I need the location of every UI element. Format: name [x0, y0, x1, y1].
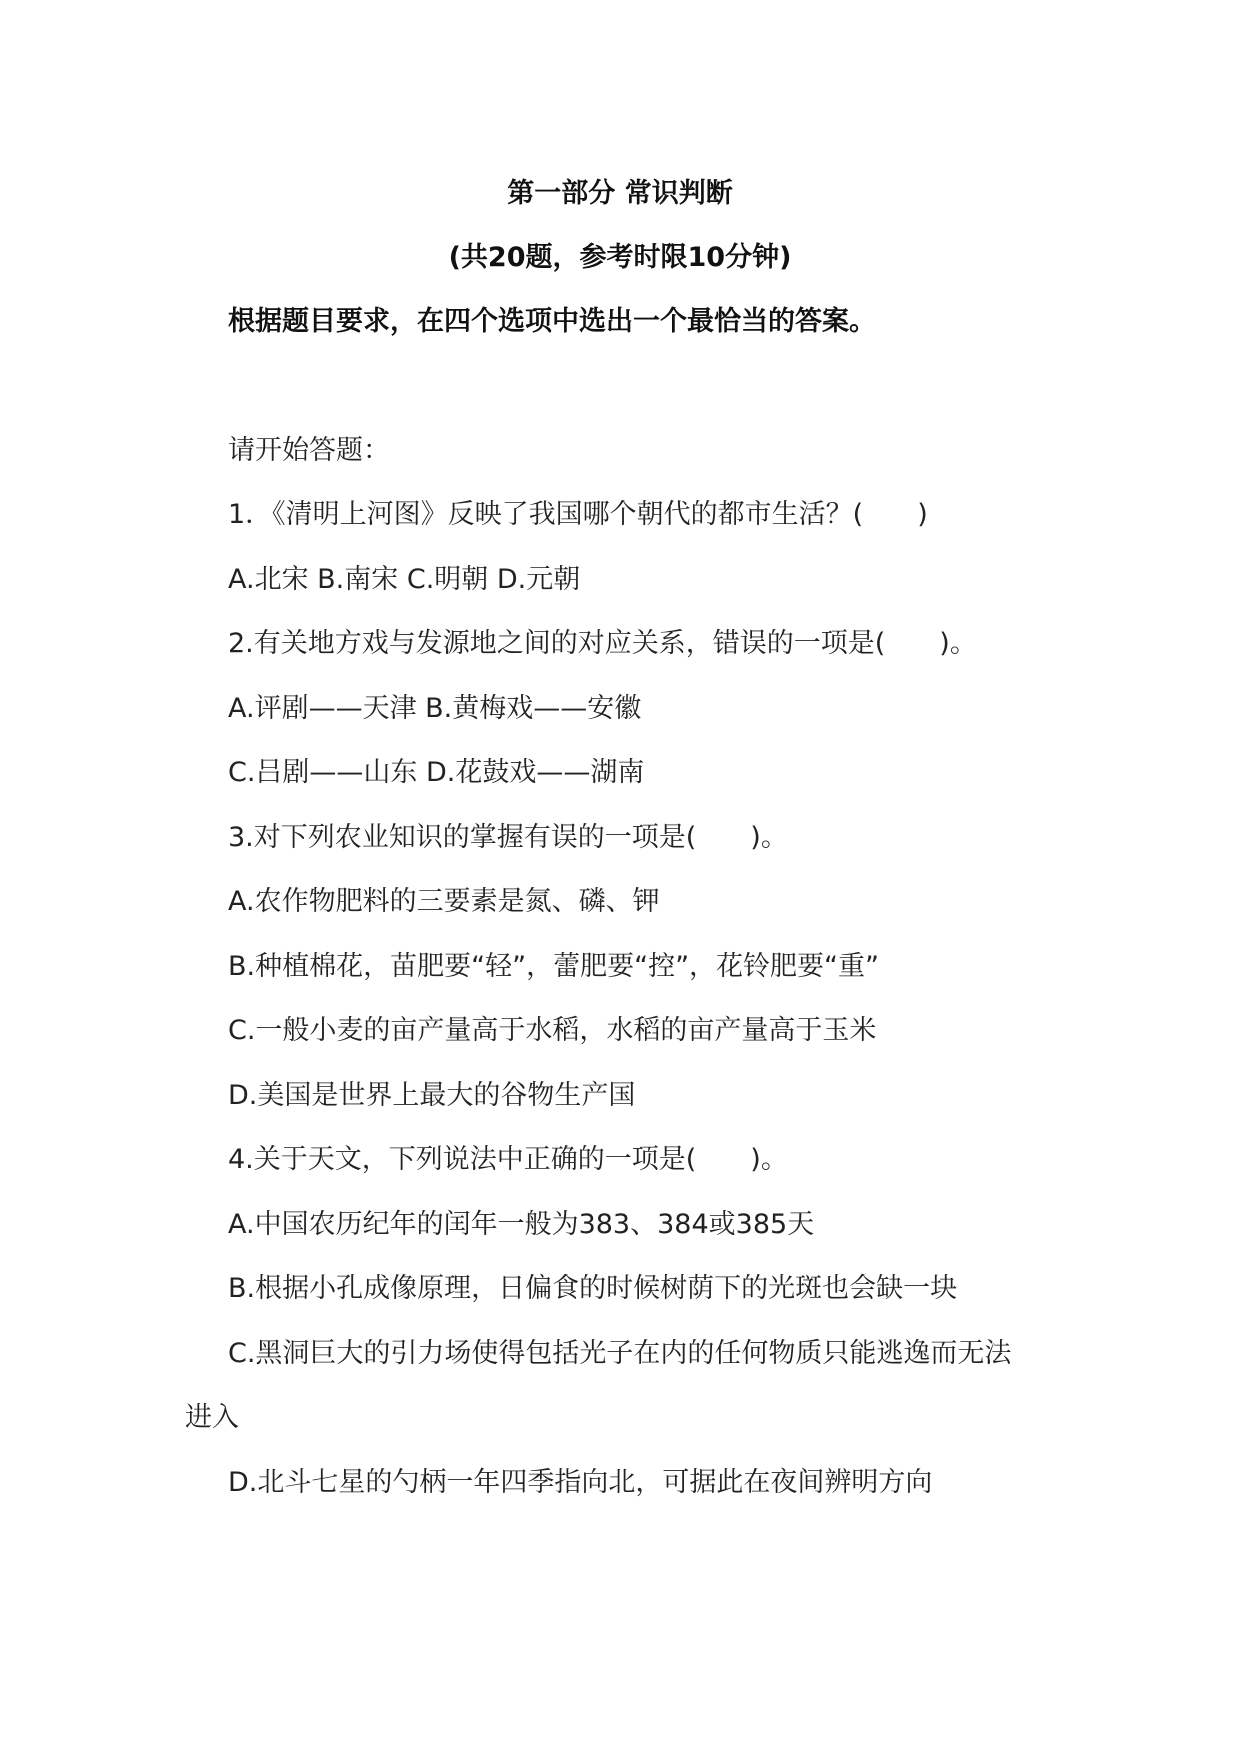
question-3-stem: 3.对下列农业知识的掌握有误的一项是( )。 [228, 822, 788, 853]
question-2-options-ab: A.评剧——天津 B.黄梅戏——安徽 [228, 693, 642, 724]
question-3-option-a: A.农作物肥料的三要素是氮、磷、钾 [228, 886, 660, 917]
question-4-option-a: A.中国农历纪年的闰年一般为383、384或385天 [228, 1209, 815, 1240]
question-4-option-b: B.根据小孔成像原理，日偏食的时候树荫下的光斑也会缺一块 [228, 1273, 958, 1304]
question-4-option-c: C.黑洞巨大的引力场使得包括光子在内的任何物质只能逃逸而无法 [228, 1338, 1012, 1369]
question-3-option-c: C.一般小麦的亩产量高于水稻，水稻的亩产量高于玉米 [228, 1015, 877, 1046]
question-4-stem: 4.关于天文，下列说法中正确的一项是( )。 [228, 1144, 788, 1175]
question-1-options: A.北宋 B.南宋 C.明朝 D.元朝 [228, 564, 581, 595]
section-title: 第一部分 常识判断 [507, 178, 733, 209]
question-4-option-c-continued: 进入 [185, 1402, 239, 1433]
question-3-option-b: B.种植棉花，苗肥要“轻”，蕾肥要“控”，花铃肥要“重” [228, 951, 880, 982]
question-1-stem: 1．《清明上河图》反映了我国哪个朝代的都市生活？( ) [228, 499, 928, 530]
question-2-stem: 2.有关地方戏与发源地之间的对应关系，错误的一项是( )。 [228, 628, 977, 659]
intro-text: 请开始答题： [228, 435, 390, 466]
question-4-option-d: D.北斗七星的勺柄一年四季指向北，可据此在夜间辨明方向 [228, 1467, 933, 1498]
question-2-options-cd: C.吕剧——山东 D.花鼓戏——湖南 [228, 757, 645, 788]
question-3-option-d: D.美国是世界上最大的谷物生产国 [228, 1080, 636, 1111]
instruction-text: 根据题目要求，在四个选项中选出一个最恰当的答案。 [228, 306, 876, 337]
section-subtitle: (共20题，参考时限10分钟) [448, 242, 792, 273]
